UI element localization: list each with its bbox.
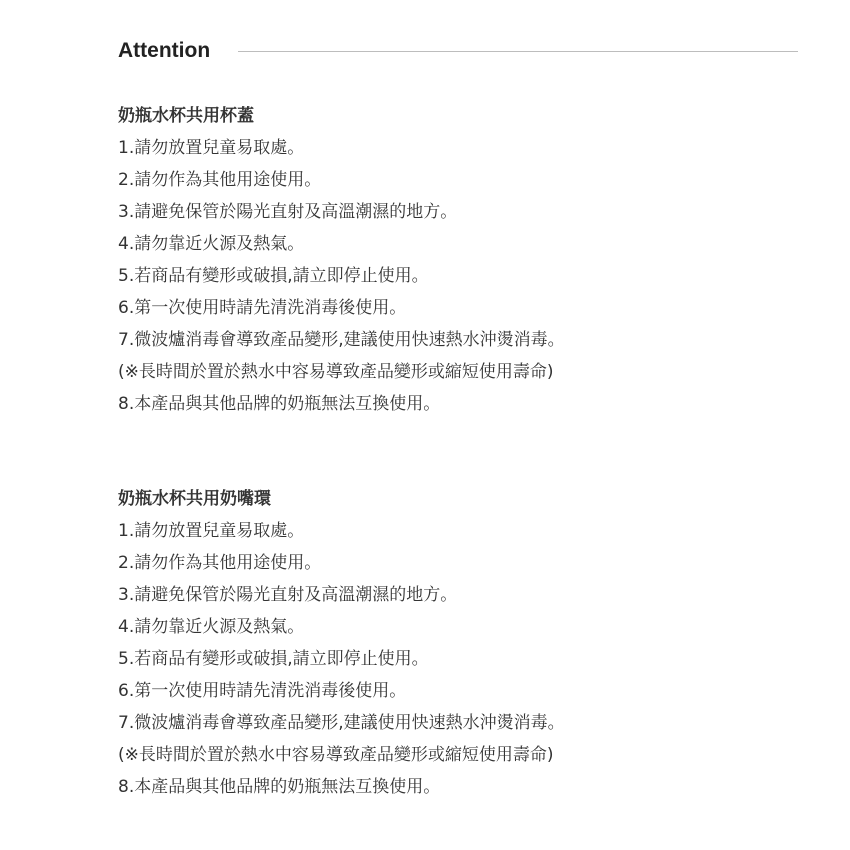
page-title: Attention	[118, 39, 211, 62]
notice-line: 6.第一次使用時請先清洗消毒後使用。	[118, 298, 407, 318]
notice-line: 5.若商品有變形或破損,請立即停止使用。	[118, 266, 429, 286]
notice-line: 8.本產品與其他品牌的奶瓶無法互換使用。	[118, 394, 441, 414]
header-divider	[238, 51, 798, 52]
notice-line: 7.微波爐消毒會導致產品變形,建議使用快速熱水沖燙消毒。	[118, 330, 565, 350]
section-title: 奶瓶水杯共用杯蓋	[118, 106, 254, 126]
notice-line: 2.請勿作為其他用途使用。	[118, 170, 322, 190]
notice-line: 3.請避免保管於陽光直射及高溫潮濕的地方。	[118, 202, 458, 222]
notice-line: 4.請勿靠近火源及熱氣。	[118, 234, 305, 254]
notice-line: 6.第一次使用時請先清洗消毒後使用。	[118, 681, 407, 701]
nipple-ring-section	[118, 483, 818, 803]
notice-line: 3.請避免保管於陽光直射及高溫潮濕的地方。	[118, 585, 458, 605]
notice-line: 1.請勿放置兒童易取處。	[118, 138, 305, 158]
notice-line: (※長時間於置於熱水中容易導致產品變形或縮短使用壽命)	[118, 362, 554, 382]
notice-line: 4.請勿靠近火源及熱氣。	[118, 617, 305, 637]
notice-line: 1.請勿放置兒童易取處。	[118, 521, 305, 541]
notice-line: 7.微波爐消毒會導致產品變形,建議使用快速熱水沖燙消毒。	[118, 713, 565, 733]
cup-lid-section	[118, 100, 818, 420]
section-title: 奶瓶水杯共用奶嘴環	[118, 489, 271, 509]
notice-line: (※長時間於置於熱水中容易導致產品變形或縮短使用壽命)	[118, 745, 554, 765]
notice-line: 5.若商品有變形或破損,請立即停止使用。	[118, 649, 429, 669]
notice-line: 2.請勿作為其他用途使用。	[118, 553, 322, 573]
attention-header	[118, 36, 798, 66]
notice-line: 8.本產品與其他品牌的奶瓶無法互換使用。	[118, 777, 441, 797]
